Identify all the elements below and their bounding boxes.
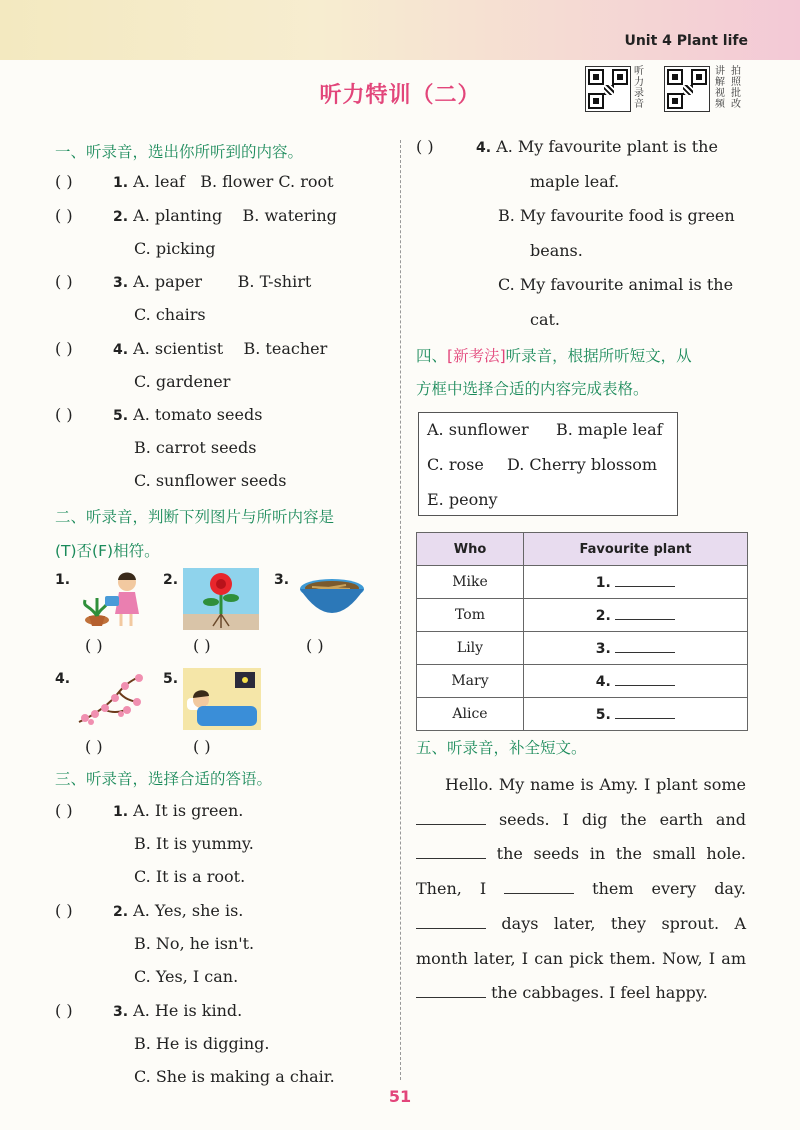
picture-number: 3. [274,572,290,588]
option-b-cont: beans. [530,241,583,260]
question-number: 2. [113,209,129,225]
row-name: Mary [417,665,524,698]
response-4 [476,137,718,156]
question-number: 2. [113,904,129,920]
question-number: 4. [476,140,492,156]
qr-label-photo: 拍照批改 [731,66,741,110]
question-number: 3. [113,275,129,291]
page-number: 51 [388,1087,412,1106]
section-4-text: 听录音，根据所听短文，从 [505,347,692,365]
table-row [417,698,748,731]
answer-blank[interactable]: ( ) [55,1001,73,1020]
option-c: C. picking [134,239,216,258]
question-number: 4. [113,342,129,358]
word-option-c: C. rose [427,455,484,474]
option-b: B. carrot seeds [134,438,257,457]
answer-blank[interactable]: ( ) [416,137,434,156]
answer-cell[interactable]: 3. [524,632,748,665]
fill-blank[interactable] [416,810,486,825]
bowl-of-food-icon [298,575,366,623]
answer-blank[interactable]: ( ) [55,206,73,225]
option-b: B. My favourite food is green [498,206,735,225]
picture-number: 2. [163,572,179,588]
column-divider [400,140,401,1080]
question-2 [113,206,337,225]
option-c: C. root [278,172,334,191]
fill-blank[interactable] [504,879,574,894]
answer-blank[interactable]: ( ) [55,272,73,291]
fill-blank[interactable] [416,844,486,859]
option-a: A. Yes, she is. [133,901,244,920]
answer-blank[interactable]: ( ) [85,636,103,655]
option-c: C. She is making a chair. [134,1067,335,1086]
response-3 [113,1001,242,1020]
section-4-heading-cont: 方框中选择合适的内容完成表格。 [416,380,649,398]
girl-watering-plant-icon [75,568,145,630]
question-number: 3. [113,1004,129,1020]
option-a: A. planting [133,206,223,225]
section-4-heading [416,344,692,366]
table-row [417,566,748,599]
picture-number: 4. [55,671,71,687]
fill-blank[interactable] [416,914,486,929]
fill-blank[interactable] [416,983,486,998]
option-c-cont: cat. [530,310,561,329]
option-b: B. It is yummy. [134,834,254,853]
picture-number: 5. [163,671,179,687]
option-c: C. sunflower seeds [134,471,287,490]
answer-blank[interactable]: ( ) [306,636,324,655]
section-1-heading: 一、听录音，选出你所听到的内容。 [55,143,304,161]
option-a-cont: maple leaf. [530,172,620,191]
response-1 [113,801,243,820]
answer-blank[interactable]: ( ) [55,801,73,820]
question-4 [113,339,327,358]
answer-blank[interactable]: ( ) [55,339,73,358]
boy-sleeping-icon [183,668,261,730]
row-name: Tom [417,599,524,632]
option-a: A. scientist [133,339,224,358]
table-header-who: Who [417,533,524,566]
answer-blank[interactable]: ( ) [193,636,211,655]
row-name: Mike [417,566,524,599]
answer-cell[interactable]: 5. [524,698,748,731]
section-5-heading: 五、听录音，补全短文。 [416,739,587,757]
option-b: B. watering [242,206,337,225]
question-5 [113,405,262,424]
page-title: 听力特训（二） [319,83,481,108]
table-row [417,665,748,698]
cherry-blossom-icon [75,670,151,728]
question-1 [113,172,334,191]
answer-blank[interactable]: ( ) [55,405,73,424]
answer-blank[interactable]: ( ) [55,172,73,191]
qr-label-audio: 听力录音 [634,66,644,110]
answer-cell[interactable]: 1. [524,566,748,599]
qr-label-video: 讲解视频 [715,66,725,110]
section-2-heading: 二、听录音，判断下列图片与所听内容是 [55,508,335,526]
word-option-a: A. sunflower [427,420,529,439]
option-c: C. gardener [134,372,231,391]
answer-blank[interactable]: ( ) [55,901,73,920]
table-row [417,599,748,632]
response-2 [113,901,243,920]
section-3-heading: 三、听录音，选择合适的答语。 [55,770,273,788]
table-header-plant: Favourite plant [524,533,748,566]
section-4-prefix: 四、 [416,347,448,365]
row-name: Lily [417,632,524,665]
option-a: A. He is kind. [133,1001,243,1020]
option-a: A. My favourite plant is the [496,137,718,156]
word-option-d: D. Cherry blossom [507,455,658,474]
option-a: A. tomato seeds [133,405,263,424]
rose-plant-icon [183,568,259,630]
option-c: C. It is a root. [134,867,246,886]
qr-code-icon[interactable] [585,66,631,112]
option-b: B. No, he isn't. [134,934,255,953]
option-b: B. T-shirt [237,272,312,291]
header-band [0,0,800,60]
option-b: B. flower [200,172,274,191]
new-test-badge: [新考法] [447,347,506,365]
option-a: A. paper [133,272,203,291]
table-row [417,632,748,665]
qr-code-icon[interactable] [664,66,710,112]
favourite-plant-table [416,532,748,731]
option-a: A. leaf [133,172,185,191]
question-number: 1. [113,175,129,191]
question-number: 5. [113,408,129,424]
answer-cell[interactable]: 4. [524,665,748,698]
answer-blank[interactable]: ( ) [85,737,103,756]
option-c: C. chairs [134,305,206,324]
word-option-b: B. maple leaf [556,420,663,439]
unit-label: Unit 4 Plant life [624,33,748,49]
cloze-passage: Hello. My name is Amy. I plant some seeds. I dig the earth and the seeds in the small hole. Then, I them every day. days later, they sprout. A month later, I can pick them. Now, I am the cabbages. I feel happy. [416,775,747,1003]
option-b: B. teacher [243,339,328,358]
word-box [418,412,678,516]
question-number: 1. [113,804,129,820]
row-name: Alice [417,698,524,731]
answer-cell[interactable]: 2. [524,599,748,632]
answer-blank[interactable]: ( ) [193,737,211,756]
question-3 [113,272,311,291]
word-option-e: E. peony [427,490,498,509]
option-c: C. My favourite animal is the [498,275,734,294]
option-c: C. Yes, I can. [134,967,239,986]
option-b: B. He is digging. [134,1034,270,1053]
option-a: A. It is green. [133,801,244,820]
section-2-heading-cont: (T)否(F)相符。 [55,542,160,560]
picture-number: 1. [55,572,71,588]
